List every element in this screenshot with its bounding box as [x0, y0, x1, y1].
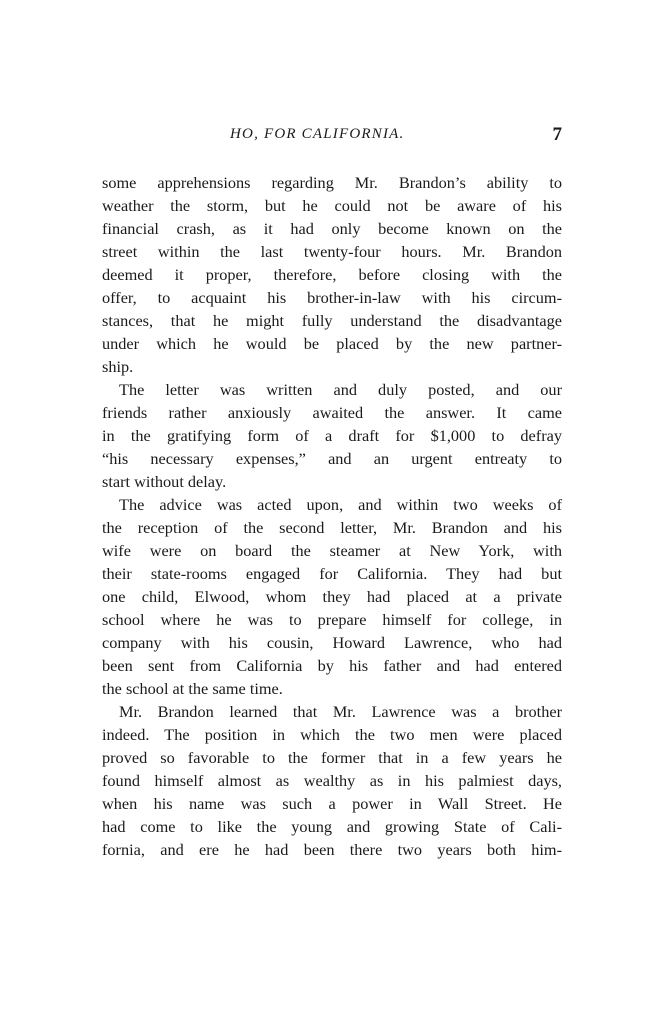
- text-line: weather the storm, but he could not be aware of his: [102, 196, 562, 215]
- text-line: company with his cousin, Howard Lawrence, who had: [102, 633, 562, 652]
- text-line: street within the last twenty-four hours. Mr. Brandon: [102, 242, 562, 261]
- text-line: fornia, and ere he had been there two years both him-: [102, 840, 562, 859]
- text-line: Mr. Brandon learned that Mr. Lawrence was a brother: [119, 702, 562, 721]
- text-line: indeed. The position in which the two men were placed: [102, 725, 562, 744]
- text-line: stances, that he might fully understand the disadvantage: [102, 311, 562, 330]
- text-line: when his name was such a power in Wall Street. He: [102, 794, 562, 813]
- running-title: HO, FOR CALIFORNIA.: [230, 126, 405, 142]
- paragraph-1: [102, 171, 562, 378]
- text-line: the school at the same time.: [102, 679, 283, 698]
- body-text: [102, 171, 562, 861]
- text-line: under which he would be placed by the new partner-: [102, 334, 562, 353]
- text-line: The advice was acted upon, and within two weeks of: [119, 495, 562, 514]
- text-line: “his necessary expenses,” and an urgent entreaty to: [102, 449, 562, 468]
- text-line: the reception of the second letter, Mr. Brandon and his: [102, 518, 562, 537]
- text-line: ship.: [102, 357, 134, 376]
- text-line: financial crash, as it had only become known on the: [102, 219, 562, 238]
- text-line: proved so favorable to the former that in a few years he: [102, 748, 562, 767]
- running-header: [102, 126, 562, 150]
- text-line: offer, to acquaint his brother-in-law with his circum-: [102, 288, 562, 307]
- text-line: in the gratifying form of a draft for $1,000 to defray: [102, 426, 562, 445]
- paragraph-4: [102, 700, 562, 861]
- text-line: The letter was written and duly posted, and our: [119, 380, 562, 399]
- text-line: wife were on board the steamer at New York, with: [102, 541, 562, 560]
- text-line: found himself almost as wealthy as in his palmiest days,: [102, 771, 562, 790]
- text-line: their state-rooms engaged for California. They had but: [102, 564, 562, 583]
- text-line: school where he was to prepare himself for college, in: [102, 610, 562, 629]
- text-line: friends rather anxiously awaited the answer. It came: [102, 403, 562, 422]
- page-number: 7: [552, 124, 562, 145]
- text-line: one child, Elwood, whom they had placed at a private: [102, 587, 562, 606]
- text-line: start without delay.: [102, 472, 227, 491]
- text-line: had come to like the young and growing State of Cali-: [102, 817, 562, 836]
- text-line: some apprehensions regarding Mr. Brandon’s ability to: [102, 173, 562, 192]
- paragraph-3: [102, 493, 562, 700]
- text-line: deemed it proper, therefore, before closing with the: [102, 265, 562, 284]
- paragraph-2: [102, 378, 562, 493]
- text-line: been sent from California by his father and had entered: [102, 656, 562, 675]
